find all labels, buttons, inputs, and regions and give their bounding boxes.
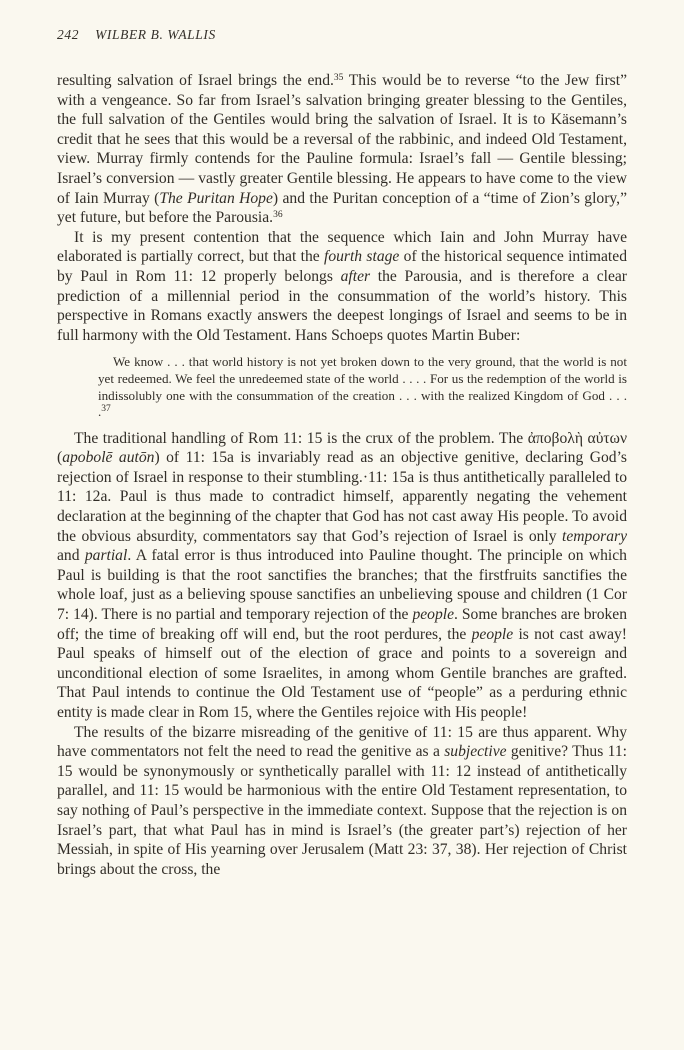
blockquote: We know . . . that world history is not yet broken down to the very ground, that the world is not yet redeemed. We feel the unredeemed state of the world . . . . For us the redemption of the world is indissolubly one with the consummation of the creation . . . with the realized Kingdom of God . . . .$^{37}$	[98, 354, 627, 420]
paragraph: The results of the bizarre misreading of the genitive of 11: 15 are thus apparent. Why have commentators not felt the need to read the genitive as a subjective genitive? Thus 11: 15 would be synonymously or synthetically parallel with 11: 12 instead of antithetically parallel, and 11: 15 would be harmonious with the entire Old Testament representation, to say nothing of Paul’s perspective in the immediate context. Suppose that the rejection is on Israel’s part, that what Paul has in mind is Israel’s (the greater part’s) rejection of her Messiah, in spite of His yearning over Jerusalem (Matt 23: 37, 38). Her rejection of Christ brings about the cross, the	[57, 723, 627, 878]
paragraph: resulting salvation of Israel brings the end.$^{35}$ This would be to reverse “to the Jew first” with a vengeance. So far from Israel’s salvation bringing greater blessing to the Gentiles, the full salvation of the Gentiles would bring the salvation of Israel. It is to Käsemann’s credit that he sees that this would be a reversal of the rabbinic, and indeed Old Testament, view. Murray firmly contends for the Pauline formula: Israel’s fall — Gentile blessing; Israel’s conversion — vastly greater Gentile blessing. He appears to have come to the view of Iain Murray (The Puritan Hope) and the Puritan conception of a “time of Zion’s glory,” yet future, but before the Parousia.$^{36}$	[57, 72, 627, 227]
running-title: WILBER B. WALLIS	[95, 27, 216, 42]
paragraph: It is my present contention that the sequence which Iain and John Murray have elaborated is partially correct, but that the fourth stage of the historical sequence intimated by Paul in Rom 11: 12 properly belongs after the Parousia, and is therefore a clear prediction of a millennial period in the consummation of the world’s history. This perspective in Romans exactly answers the deepest longings of Israel and seems to be in full harmony with the Old Testament. Hans Schoeps quotes Martin Buber:	[57, 228, 627, 344]
paragraph: The traditional handling of Rom 11: 15 is the crux of the problem. The ἀποβολὴ αὐτων (apobolē autōn) of 11: 15a is invariably read as an objective genitive, declaring God’s rejection of Israel in response to their stumbling.·11: 15a is thus antithetically paralleled to 11: 12a. Paul is thus made to contradict himself, apparently negating the vehement declaration at the beginning of the chapter that God has not cast away His people. To avoid the obvious absurdity, commentators say that God’s rejection of Israel is only temporary and partial. A fatal error is thus introduced into Pauline thought. The principle on which Paul is building is that the root sanctifies the branches; that the firstfruits sanctifies the whole loaf, just as a believing spouse sanctifies an unbelieving spouse and children (1 Cor 7: 14). There is no partial and temporary rejection of the people. Some branches are broken off; the time of breaking off will end, but the root perdures, the people is not cast away! Paul speaks of himself out of the election of grace and points to a sovereign and unconditional election of some Israelites, in among whom Gentile branches are grafted. That Paul intends to continue the Old Testament use of “people” as a perduring ethnic entity is made clear in Rom 15, where the Gentiles rejoice with His people!	[57, 429, 628, 721]
running-header	[57, 27, 627, 43]
page-body	[57, 71, 627, 879]
page-number: 242	[57, 27, 80, 42]
